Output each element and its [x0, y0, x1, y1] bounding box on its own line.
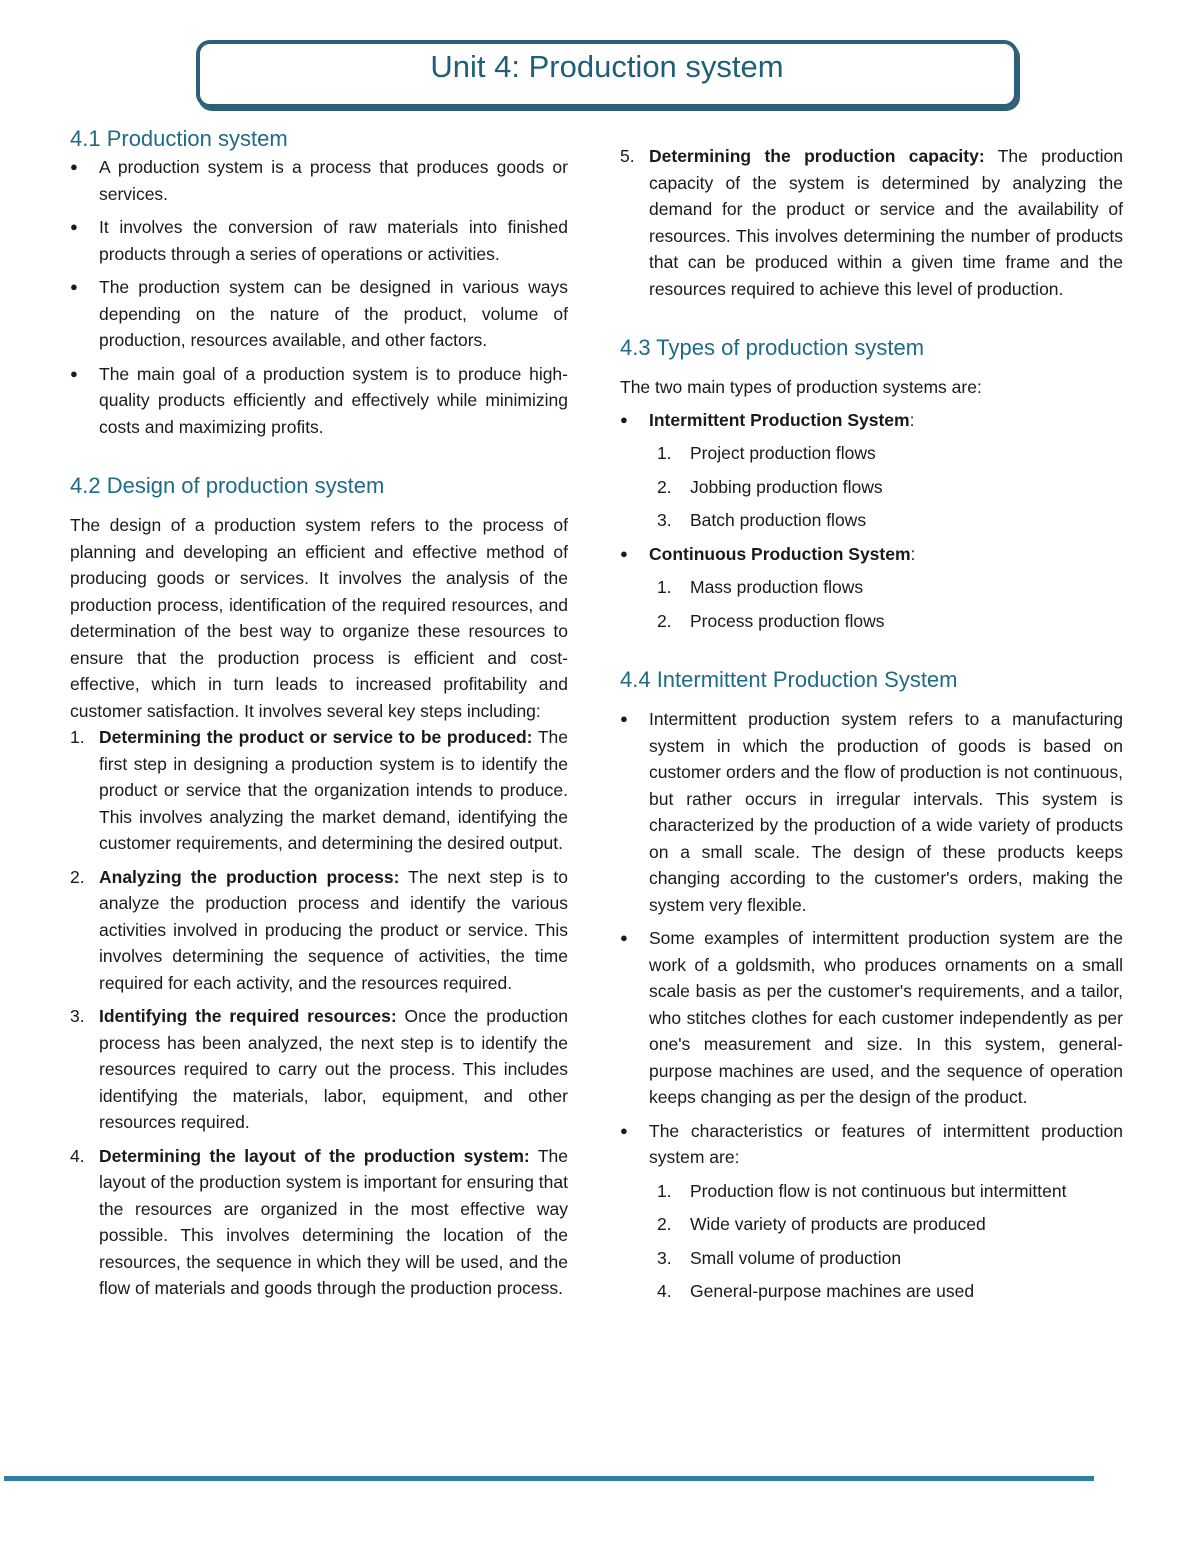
bullet-icon: ●: [620, 930, 628, 945]
footer-rule: [4, 1476, 1094, 1481]
section-heading-4-4: 4.4 Intermittent Production System: [620, 667, 958, 692]
design-step-3: 3. Identifying the required resources: Once the production process has been analyzed, the next step is to identify the resources required to carry out the process. This includes identifying the materials, labor, equipment, and other resources required.: [70, 1006, 568, 1132]
bullet-icon: ●: [70, 365, 78, 381]
section-heading-4-3: 4.3 Types of production system: [620, 335, 925, 360]
list-item: 2. Wide variety of products are produced: [657, 1214, 986, 1234]
type-intermittent: ● Intermittent Production System:: [620, 407, 1123, 434]
title-box: [196, 40, 1018, 108]
bullet-item: ● The characteristics or features of intermittent production system are:: [620, 1118, 1123, 1171]
bullet-icon: ●: [70, 219, 78, 234]
types-intro: The two main types of production systems are:: [620, 377, 982, 397]
list-item: 1. Production flow is not continuous but intermittent: [657, 1180, 1067, 1201]
right-column: [620, 143, 1123, 1312]
bullet-icon: ●: [620, 711, 628, 726]
bullet-item: ● Some examples of intermittent production system are the work of a goldsmith, who produces ornaments on a small scale basis as per the customer's requirements, and a tailor, who stitches clothes for each customer independently as per one's measurement and size. In this system, general-purpose machines are used, and the sequence of operation keeps changing as per the design of the product.: [620, 925, 1123, 1111]
design-intro: The design of a production system refers to the process of planning and developing an efficient and effective method of producing goods or services. It involves the analysis of the production process, identification of the required resources, and determination of the best way to organize these resources to ensure that the production process is efficient and cost-effective, which in turn leads to increased profitability and customer satisfaction. It involves several key steps including:: [70, 515, 568, 721]
list-item: 2. Process production flows: [657, 610, 885, 631]
design-step-4: 4. Determining the layout of the production system: The layout of the production system is important for ensuring that the resources are organized in the most effective way possible. This involves determining the location of the resources, the sequence in which they will be used, and the flow of materials and goods through the production process.: [70, 1145, 569, 1298]
bullet-item: ● Intermittent production system refers to a manufacturing system in which the production of goods is based on customer orders and the flow of production is not continuous, but rather occurs in irregular intervals. This system is characterized by the production of a wide variety of products on a small scale. The design of these products keeps changing according to the customer's orders, making the system very flexible.: [620, 706, 1123, 918]
list-item: 1. Mass production flows: [657, 577, 864, 597]
page-title: Unit 4: Production system: [430, 49, 784, 84]
design-step-1: 1. Determining the product or service to be produced: The first step in designing a production system is to identify the product or service that the organization intends to produce. This involves analyzing the market demand, identifying the customer requirements, and determining the desired output.: [70, 727, 568, 853]
bullet-item: ● A production system is a process that produces goods or services.: [70, 154, 568, 207]
bullet-icon: ●: [620, 1122, 628, 1138]
section-heading-4-2: 4.2 Design of production system: [70, 473, 385, 498]
list-item: 3. Small volume of production: [657, 1247, 902, 1268]
bullet-icon: ●: [70, 279, 78, 294]
bullet-icon: ●: [70, 159, 78, 174]
design-step-5: 5. Determining the production capacity: The production capacity of the system is determined by analyzing the demand for the product or service and the availability of resources. This involves determining the number of products that can be produced within a given time frame and the resources required to achieve this level of production.: [620, 146, 1123, 299]
section-heading-4-1: 4.1 Production system: [70, 126, 288, 151]
list-item: 4. General-purpose machines are used: [657, 1281, 975, 1301]
type-continuous: ● Continuous Production System:: [620, 541, 1123, 568]
list-item: 1. Project production flows: [657, 443, 876, 463]
bullet-icon: ●: [620, 411, 628, 427]
bullet-item: ● The main goal of a production system is to produce high-quality products efficiently and effectively while minimizing costs and maximizing profits.: [70, 361, 568, 441]
list-item: 2. Jobbing production flows: [657, 476, 883, 497]
bullet-icon: ●: [620, 545, 628, 561]
bullet-item: ● It involves the conversion of raw materials into finished products through a series of operations or activities.: [70, 214, 568, 267]
list-item: 3. Batch production flows: [657, 510, 867, 530]
design-step-2: 2. Analyzing the production process: The next step is to analyze the production process and identify the various activities involved in producing the product or service. This involves determining the sequence of activities, the time required for each activity, and the resources required.: [70, 866, 568, 993]
left-column: [70, 124, 568, 1309]
bullet-item: ● The production system can be designed in various ways depending on the nature of the product, volume of production, resources available, and other factors.: [70, 274, 568, 354]
